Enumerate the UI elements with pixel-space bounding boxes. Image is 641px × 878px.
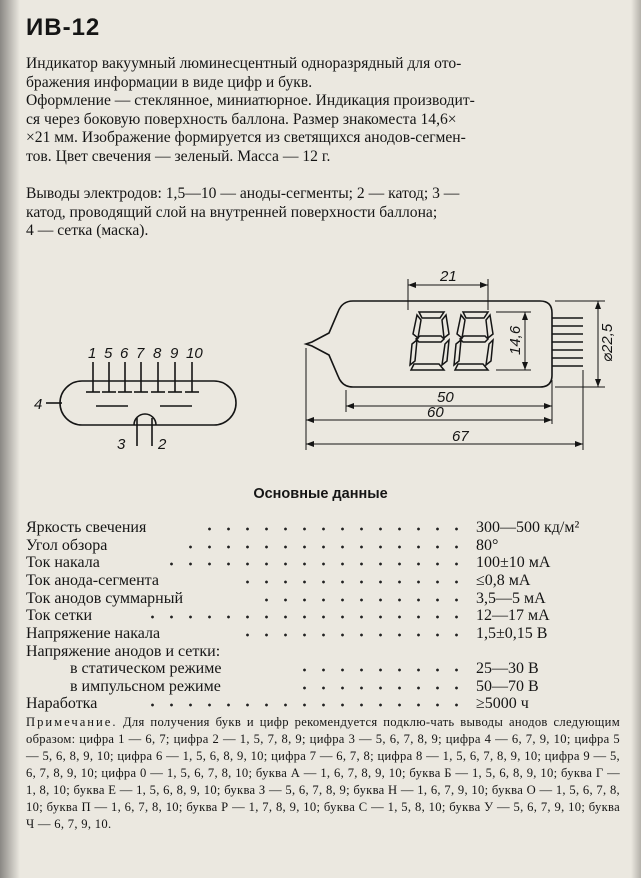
dim-label-50: 50 xyxy=(437,389,454,406)
dim-label-60: 60 xyxy=(427,404,444,421)
electrodes-line: катод, проводящий слой на внутренней поверхности баллона; xyxy=(26,203,438,221)
dim-label-14-6: 14,6 xyxy=(507,325,524,355)
pin-label: 7 xyxy=(136,345,145,362)
spec-row xyxy=(26,607,626,626)
leader-dots xyxy=(262,595,466,605)
spec-label: Ток накала xyxy=(26,554,100,571)
tube-bottom-outline xyxy=(60,381,236,425)
spec-row xyxy=(26,554,626,573)
leader-dots xyxy=(202,524,466,534)
pin-label-cathode-layer: 3 xyxy=(117,436,126,453)
intro-line: Оформление — стеклянное, миниатюрное. Индикация производит- xyxy=(26,92,475,109)
pin-label: 9 xyxy=(170,345,179,362)
spec-value: 25—30 В xyxy=(476,660,539,677)
pin-labels xyxy=(34,345,203,453)
leader-dots xyxy=(288,665,466,675)
leader-dots xyxy=(186,542,466,552)
pin-label: 5 xyxy=(104,345,113,362)
spec-value: 80° xyxy=(476,537,499,554)
spec-value: ≤0,8 мА xyxy=(476,572,531,589)
spec-value: 3,5—5 мА xyxy=(476,590,546,607)
pin-label: 8 xyxy=(153,345,162,362)
spec-row xyxy=(26,660,626,679)
spec-label: в статическом режиме xyxy=(70,660,222,677)
dim-label-22-5: ⌀22,5 xyxy=(599,323,616,362)
seven-segment-digit xyxy=(410,312,493,370)
intro-line: ×21 мм. Изображение формируется из светящихся анодов-сегмен- xyxy=(26,129,466,146)
spec-label: Ток сетки xyxy=(26,607,93,624)
intro-line: Индикатор вакуумный люминесцентный одноразрядный для ото- xyxy=(26,55,462,72)
spec-label: в импульсном режиме xyxy=(70,678,221,695)
section-title: Основные данные xyxy=(253,486,388,502)
leader-dots xyxy=(146,612,466,622)
note-paragraph xyxy=(26,714,620,833)
spec-value: 1,5±0,15 В xyxy=(476,625,548,642)
electrodes-line: Выводы электродов: 1,5—10 — аноды-сегменты; 2 — катод; 3 — xyxy=(26,185,460,202)
note-heading: Примечание. xyxy=(26,715,118,729)
dim-label-67: 67 xyxy=(452,428,469,445)
spec-row xyxy=(26,572,626,591)
leader-dots xyxy=(166,559,466,569)
spec-label: Угол обзора xyxy=(26,537,108,554)
leader-dots xyxy=(232,630,466,640)
leader-dots xyxy=(238,577,466,587)
spec-row xyxy=(26,519,626,538)
spec-label: Наработка xyxy=(26,695,98,712)
dim-label-21: 21 xyxy=(440,268,457,285)
pin-label-grid: 4 xyxy=(34,396,43,413)
intro-line: тов. Цвет свечения — зеленый. Масса — 12 г. xyxy=(26,147,331,165)
leader-dots xyxy=(288,683,466,693)
spec-value: ≥5000 ч xyxy=(476,695,529,712)
page-title: ИВ-12 xyxy=(26,14,101,41)
spec-value: 12—17 мА xyxy=(476,607,550,624)
electrodes-line: 4 — сетка (маска). xyxy=(26,222,149,239)
pin-label-cathode: 2 xyxy=(158,436,167,453)
side-view-diagram xyxy=(306,279,605,450)
pin-label: 1 xyxy=(88,345,97,362)
spec-label: Напряжение накала xyxy=(26,625,161,642)
intro-line: бражения информации в виде цифр и букв. xyxy=(26,73,313,91)
pin-label: 10 xyxy=(186,345,203,362)
spec-value: 300—500 кд/м² xyxy=(476,519,580,536)
spec-value: 100±10 мА xyxy=(476,554,551,571)
pinout-diagram xyxy=(46,362,236,446)
spec-label: Ток анодов суммарный xyxy=(26,590,184,607)
intro-line: ся через боковую поверхность баллона. Размер знакоместа 14,6× xyxy=(26,110,457,128)
pin-label: 6 xyxy=(120,345,129,362)
spec-value: 50—70 В xyxy=(476,678,539,695)
spec-label: Ток анода-сегмента xyxy=(26,572,159,589)
spec-row xyxy=(26,625,626,644)
note-text: Для получения букв и цифр рекомендуется подклю-чать выводы анодов следующим образом: цифра 1 — 6, 7; цифра 2 — 1, 5, 7, 8, 9; цифра 3 — 5, 6, 7, 8, 9; цифра 4 — 6, 7, 9, 10; цифра 5 — 5, 6, 8, 9, 10; цифра 6 — 1, 5, 6, 8, 9, 10; цифра 7 — 6, 7, 8; цифра 8 — 1, 5, 6, 7, 8, 9, 10; цифра 9 — 5, 6, 7, 8, 9, 10; цифра 0 — 1, 5, 6, 7, 8, 10; буква А — 1, 6, 7, 8, 9, 10; буква Б — 1, 5, 6, 8, 9, 10; буква Г — 1, 8, 10; буква Е — 1, 5, 6, 8, 9, 10; буква З — 5, 6, 7, 8, 9; буква Н — 1, 6, 7, 9, 10; буква О — 1, 5, 6, 7, 8, 10; буква П — 1, 6, 7, 8, 10; буква Р — 1, 7, 8, 9, 10; буква С — 1, 5, 8, 10; буква У — 5, 6, 7, 9, 10; буква Ч — 6, 7, 9, 10. xyxy=(26,715,620,831)
spec-label: Яркость свечения xyxy=(26,519,147,536)
spec-label: Напряжение анодов и сетки: xyxy=(26,643,221,660)
spec-row xyxy=(26,695,626,714)
leader-dots xyxy=(146,700,466,710)
